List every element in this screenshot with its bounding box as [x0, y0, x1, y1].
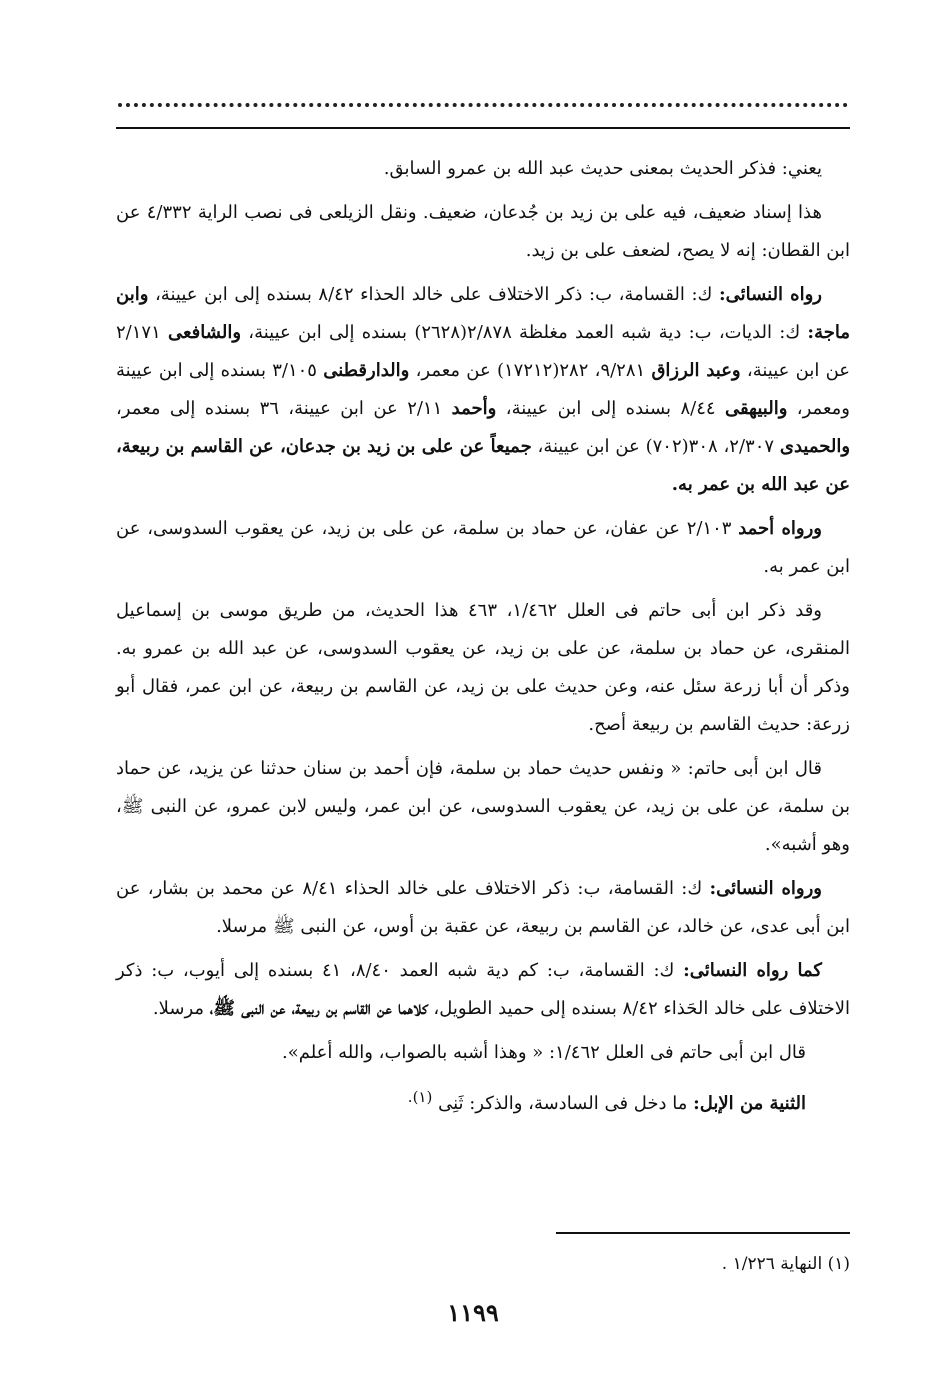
text: يعني: فذكر الحديث بمعنى حديث عبد الله بن عمرو السابق.: [383, 158, 822, 179]
footnote-rule: [556, 1232, 850, 1234]
footnote: (١) النهاية ١/٢٢٦ .: [721, 1254, 850, 1274]
header-rule: [116, 127, 850, 129]
text: ٢/١٠٣ عن عفان، عن حماد بن سلمة، عن على بن زيد، عن يعقوب السدوسى، عن ابن عمر به.: [116, 518, 850, 577]
source-name: ورواه أحمد: [738, 518, 822, 539]
dotted-separator: [118, 103, 848, 107]
text: ك: الديات، ب: دية شبه العمد مغلظة ٢/٨٧٨(٢٦٢٨) بسنده إلى ابن عيينة،: [241, 322, 808, 343]
source-name: والحميدى: [779, 436, 851, 457]
text: ك: القسامة، ب: ذكر الاختلاف على خالد الحذاء ٨/٤٢ بسنده إلى ابن عيينة،: [148, 284, 719, 305]
source-name: ورواه النسائى:: [709, 878, 822, 899]
text: وقد ذكر ابن أبى حاتم فى العلل ١/٤٦٢، ٤٦٣ هذا الحديث، من طريق موسى بن إسماعيل المنقرى، عن حماد بن سلمة، عن على بن زيد، عن يعقوب السدوسى، عن عبد الله بن عمرو به. وذكر أن أبا زرعة سئل عنه، وعن حديث على بن زيد، عن القاسم بن ربيعة، عن ابن عمر، فقال أبو زرعة: حديث القاسم بن ربيعة أصح.: [116, 600, 850, 735]
isnad-summary: كلاهما عن القاسم بن ربيعة، عن النبى ﷺ،: [209, 998, 428, 1019]
text: قال ابن أبى حاتم: « ونفس حديث حماد بن سلمة، فإن أحمد بن سنان حدثنا عن يزيد، عن حماد بن سلمة، عن على بن زيد، عن يعقوب السدوسى، عن ابن عمر، وليس لابن عمرو، عن النبى ﷺ، وهو أشبه».: [116, 758, 850, 855]
paragraph-5: [116, 592, 850, 744]
source-name: وعبد الرزاق: [651, 360, 741, 381]
text: قال ابن أبى حاتم فى العلل ١/٤٦٢: « وهذا أشبه بالصواب، والله أعلم».: [281, 1042, 806, 1063]
text: ٢/١١ عن ابن عيينة، ٣٦ بسنده إلى معمر،: [116, 398, 452, 419]
isnad-summary: جميعاً عن على بن زيد بن جدعان، عن القاسم بن ربيعة، عن عبد الله بن عمر به.: [116, 436, 850, 495]
paragraph-3: [116, 276, 850, 504]
paragraph-10: [116, 1078, 850, 1123]
source-name: رواه النسائى:: [718, 284, 823, 305]
page-number: ١١٩٩: [447, 1298, 499, 1327]
text: ٣/١٠٥ بسنده إلى ابن عيينة ومعمر،: [116, 360, 850, 419]
page-body: [116, 150, 850, 1129]
source-name: كما رواه النسائى:: [683, 960, 822, 981]
text: ٢/١٧١ عن ابن عيينة،: [116, 322, 851, 381]
footnote-ref: (١).: [407, 1088, 433, 1106]
source-name: وابن ماجة:: [116, 284, 850, 343]
source-name: وأحمد: [451, 398, 497, 419]
source-name: والدارقطنى: [323, 360, 410, 381]
paragraph-2: [116, 194, 850, 270]
text: ك: القسامة، ب: كم دية شبه العمد ٨/٤٠، ٤١ بسنده إلى أيوب، ب: ذكر الاختلاف على خالد الحَذاء ٨/٤٢ بسنده إلى حميد الطويل،: [116, 960, 850, 1019]
text: ٢/٣٠٧، ٣٠٨(٧٠٢) عن ابن عيينة،: [531, 436, 780, 457]
paragraph-9: [116, 1034, 850, 1072]
paragraph-8: [116, 952, 850, 1028]
paragraph-1: [116, 150, 850, 188]
paragraph-6: [116, 750, 850, 864]
paragraph-7: [116, 870, 850, 946]
source-name: والشافعى: [168, 322, 242, 343]
term-heading: الثنية من الإبل:: [693, 1093, 806, 1114]
paragraph-4: [116, 510, 850, 586]
text: ما دخل فى السادسة، والذكر: ثَنِى: [432, 1093, 694, 1114]
text: مرسلا.: [152, 998, 210, 1019]
source-name: والبيهقى: [724, 398, 788, 419]
text: ٩/٢٨١، ٢٨٢(١٧٢١٢) عن معمر،: [409, 360, 652, 381]
text: ك: القسامة، ب: ذكر الاختلاف على خالد الحذاء ٨/٤١ عن محمد بن بشار، عن ابن أبى عدى، عن خالد، عن القاسم بن ربيعة، عن عقبة بن أوس، عن النبى ﷺ مرسلا.: [116, 878, 850, 937]
text: ٨/٤٤ بسنده إلى ابن عيينة،: [496, 398, 725, 419]
text: هذا إسناد ضعيف، فيه على بن زيد بن جُدعان، ضعيف. ونقل الزيلعى فى نصب الراية ٤/٣٣٢ عن ابن القطان: إنه لا يصح، لضعف على بن زيد.: [116, 202, 850, 261]
